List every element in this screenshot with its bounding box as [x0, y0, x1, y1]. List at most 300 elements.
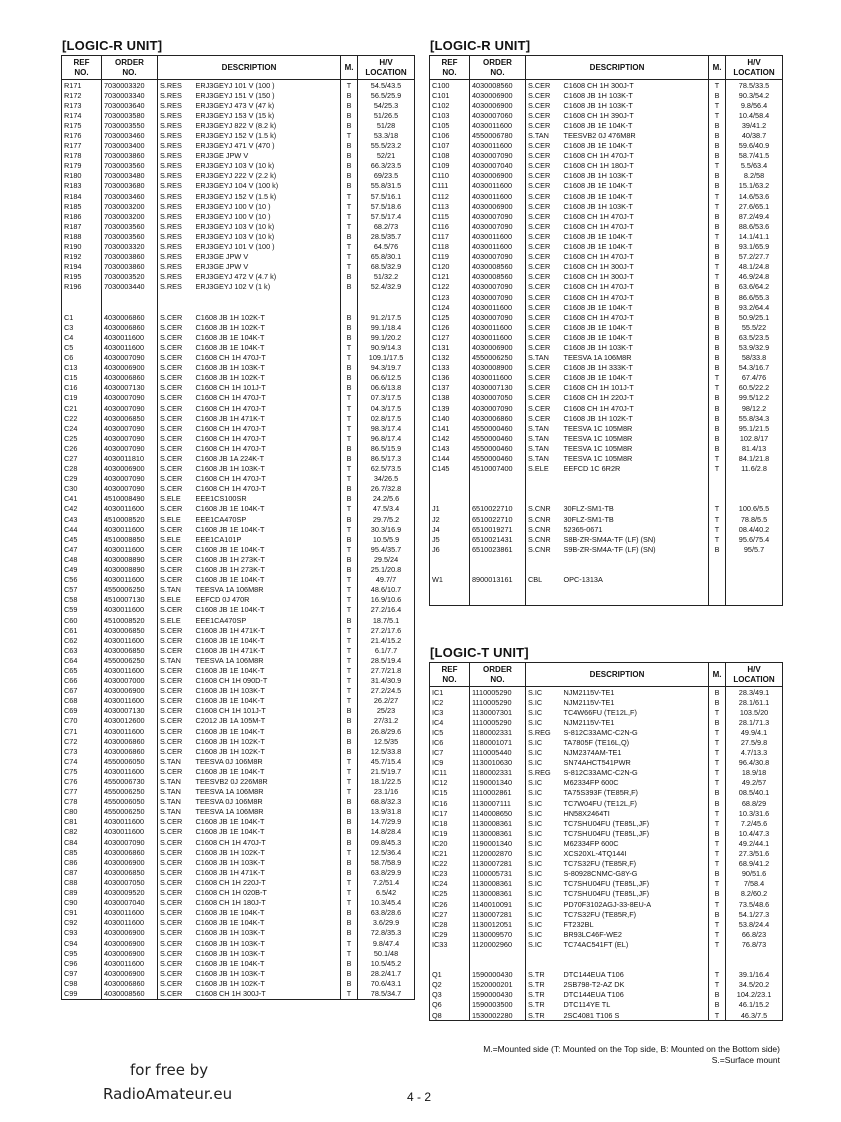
description-cell: C1608 JB 1H 103K-T: [194, 363, 341, 373]
location-cell: 64.5/76: [358, 242, 415, 252]
mounted-side-cell: B: [709, 889, 726, 899]
mounted-side-cell: B: [341, 554, 358, 564]
description-cell: FT232BL: [562, 919, 709, 929]
type-cell: S.ELE: [158, 514, 194, 524]
type-cell: S.CER: [158, 393, 194, 403]
right-top-parts-table: [429, 55, 783, 606]
type-cell: S.IC: [526, 748, 562, 758]
location-cell: 10.3/45.4: [358, 898, 415, 908]
order-cell: 4030007090: [470, 221, 526, 231]
description-cell: C1608 JB 1H 102K-T: [194, 736, 341, 746]
order-cell: 1120002870: [470, 849, 526, 859]
table-row: [430, 474, 783, 484]
order-cell: 1110005290: [470, 697, 526, 707]
left-section-title: [LOGIC-R UNIT]: [62, 38, 163, 53]
order-cell: 7030003550: [102, 120, 158, 130]
ref-cell: C123: [430, 292, 470, 302]
order-cell: 4030006850: [102, 625, 158, 635]
type-cell: S.CER: [158, 504, 194, 514]
mounted-side-cell: B: [709, 292, 726, 302]
ref-cell: R171: [62, 80, 102, 91]
table-row: [430, 262, 783, 272]
ref-cell: C119: [430, 252, 470, 262]
mounted-side-cell: T: [709, 737, 726, 747]
mounted-side-cell: B: [341, 615, 358, 625]
order-cell: 1110005290: [470, 717, 526, 727]
type-cell: S.RES: [158, 191, 194, 201]
type-cell: S.CER: [158, 635, 194, 645]
description-cell: C1608 JB 1H 102K-T: [194, 312, 341, 322]
description-cell: ERJ3GEYJ 153 V (15 k): [194, 110, 341, 120]
ref-cell: R174: [62, 110, 102, 120]
description-cell: OPC-1313A: [562, 575, 709, 585]
ref-cell: [430, 554, 470, 564]
location-cell: 96.4/30.8: [726, 758, 783, 768]
mounted-side-cell: B: [341, 272, 358, 282]
order-cell: 4550006250: [102, 655, 158, 665]
description-cell: ERJ3GEYJ 151 V (150 ): [194, 90, 341, 100]
ref-cell: C59: [62, 605, 102, 615]
description-cell: ERJ3GEYJ 100 V (10 ): [194, 201, 341, 211]
mounted-side-cell: T: [709, 818, 726, 828]
description-cell: EEFCD 1C 6R2R: [562, 464, 709, 474]
type-cell: S.RES: [158, 80, 194, 91]
order-cell: 6510019271: [470, 524, 526, 534]
location-cell: 84.1/21.8: [726, 453, 783, 463]
table-row: [62, 655, 415, 665]
ref-cell: R195: [62, 272, 102, 282]
table-row: [430, 393, 783, 403]
description-cell: TEESVA 1A 106M8R: [194, 655, 341, 665]
ref-cell: C73: [62, 746, 102, 756]
table-row: [430, 373, 783, 383]
order-cell: 7030003560: [102, 221, 158, 231]
ref-cell: IC29: [430, 929, 470, 939]
right-top-section-title: [LOGIC-R UNIT]: [430, 38, 531, 53]
description-cell: C1608 JB 1H 103K-T: [194, 928, 341, 938]
mounted-side-cell: [341, 292, 358, 302]
table-row: [430, 768, 783, 778]
ref-cell: R185: [62, 201, 102, 211]
description-cell: NJM2115V-TE1: [562, 687, 709, 698]
table-row: [62, 544, 415, 554]
ref-cell: C107: [430, 141, 470, 151]
order-cell: 1130008361: [470, 879, 526, 889]
order-cell: 4030006900: [102, 363, 158, 373]
location-cell: 95/5.7: [726, 544, 783, 554]
description-cell: C1608 JB 1E 104K-T: [194, 958, 341, 968]
type-cell: S.CER: [526, 383, 562, 393]
ref-cell: IC26: [430, 899, 470, 909]
mounted-side-cell: T: [341, 665, 358, 675]
mounted-side-cell: B: [709, 141, 726, 151]
description-cell: C1608 JB 1E 104K-T: [562, 302, 709, 312]
location-cell: 10.5/45.2: [358, 958, 415, 968]
description-cell: [562, 595, 709, 606]
ref-cell: J2: [430, 514, 470, 524]
table-row: [430, 970, 783, 980]
ref-cell: IC4: [430, 717, 470, 727]
header-order: ORDER NO.: [470, 663, 526, 687]
location-cell: 103.5/20: [726, 707, 783, 717]
description-cell: C1608 CH 1H 470J-T: [194, 403, 341, 413]
order-cell: 4030007090: [102, 403, 158, 413]
location-cell: 9.8/56.4: [726, 100, 783, 110]
order-cell: 4030006900: [470, 342, 526, 352]
table-row: [430, 818, 783, 828]
mounted-side-cell: B: [709, 242, 726, 252]
order-cell: 7030003460: [102, 130, 158, 140]
location-cell: 47.5/3.4: [358, 504, 415, 514]
ref-cell: W1: [430, 575, 470, 585]
table-row: [430, 1000, 783, 1010]
ref-cell: C89: [62, 888, 102, 898]
mounted-side-cell: T: [709, 748, 726, 758]
ref-cell: C117: [430, 231, 470, 241]
description-cell: C1608 JB 1H 102K-T: [194, 746, 341, 756]
location-cell: 26.2/27: [358, 696, 415, 706]
table-row: [430, 788, 783, 798]
order-cell: 4030011600: [470, 191, 526, 201]
type-cell: S.CER: [158, 817, 194, 827]
description-cell: C1608 JB 1E 104K-T: [562, 231, 709, 241]
location-cell: 6.1/7.7: [358, 645, 415, 655]
table-row: [62, 80, 415, 91]
mounted-side-cell: T: [341, 635, 358, 645]
description-cell: ERJ3GEYJ 822 V (8.2 k): [194, 120, 341, 130]
type-cell: S.CER: [158, 988, 194, 999]
ref-cell: C21: [62, 403, 102, 413]
description-cell: ERJ3GEYJ 103 V (10 k): [194, 231, 341, 241]
location-cell: 73.5/48.6: [726, 899, 783, 909]
location-cell: 18.7/5.1: [358, 615, 415, 625]
type-cell: S.CER: [158, 696, 194, 706]
type-cell: S.IC: [526, 899, 562, 909]
description-cell: TC7SHU04FU (TE85L,JF): [562, 818, 709, 828]
description-cell: EEE1CS100SR: [194, 494, 341, 504]
order-cell: 4030011600: [102, 635, 158, 645]
ref-cell: C48: [62, 554, 102, 564]
description-cell: TA7805F (TE16L,Q): [562, 737, 709, 747]
ref-cell: C91: [62, 908, 102, 918]
mounted-side-cell: T: [709, 453, 726, 463]
location-cell: 93.2/64.4: [726, 302, 783, 312]
description-cell: C1608 CH 1H 300J-T: [194, 988, 341, 999]
order-cell: 4030011600: [102, 696, 158, 706]
ref-cell: C80: [62, 807, 102, 817]
mounted-side-cell: [341, 302, 358, 312]
description-cell: S9B-ZR-SM4A-TF (LF) (SN): [562, 544, 709, 554]
table-row: [430, 565, 783, 575]
description-cell: C1608 CH 1H 300J-T: [562, 80, 709, 91]
table-row: [430, 363, 783, 373]
ref-cell: R179: [62, 161, 102, 171]
type-cell: S.CER: [526, 110, 562, 120]
mounted-side-cell: T: [341, 585, 358, 595]
table-row: [430, 575, 783, 585]
table-row: [62, 847, 415, 857]
location-cell: 95.6/75.4: [726, 534, 783, 544]
type-cell: S.RES: [158, 201, 194, 211]
type-cell: S.IC: [526, 869, 562, 879]
order-cell: [470, 565, 526, 575]
type-cell: S.CER: [158, 645, 194, 655]
type-cell: S.RES: [158, 181, 194, 191]
order-cell: 4030006850: [102, 867, 158, 877]
location-cell: 12.5/36.4: [358, 847, 415, 857]
table-row: [430, 828, 783, 838]
mounted-side-cell: B: [341, 161, 358, 171]
ref-cell: C100: [430, 80, 470, 91]
location-cell: 90.3/54.2: [726, 90, 783, 100]
order-cell: 4030007090: [470, 151, 526, 161]
table-row: [62, 988, 415, 999]
location-cell: 90/51.6: [726, 869, 783, 879]
location-cell: 06.6/12.5: [358, 373, 415, 383]
type-cell: S.RES: [158, 141, 194, 151]
type-cell: S.RES: [158, 262, 194, 272]
ref-cell: R192: [62, 252, 102, 262]
table-row: [430, 201, 783, 211]
type-cell: S.IC: [526, 889, 562, 899]
ref-cell: R172: [62, 90, 102, 100]
location-cell: 21.5/19.7: [358, 766, 415, 776]
mounted-side-cell: T: [341, 766, 358, 776]
ref-cell: C69: [62, 706, 102, 716]
description-cell: C1608 JB 1H 273K-T: [194, 554, 341, 564]
location-cell: [726, 949, 783, 959]
description-cell: C1608 CH 1H 470J-T: [562, 221, 709, 231]
table-row: [430, 464, 783, 474]
description-cell: C1608 JB 1H 471K-T: [194, 413, 341, 423]
description-cell: C1608 CH 1H 470J-T: [562, 151, 709, 161]
table-row: [62, 181, 415, 191]
location-cell: 57.5/17.4: [358, 211, 415, 221]
mounted-side-cell: B: [341, 958, 358, 968]
mounted-side-cell: T: [709, 514, 726, 524]
ref-cell: C41: [62, 494, 102, 504]
description-cell: C1608 JB 1H 103K-T: [194, 968, 341, 978]
location-cell: 6.5/42: [358, 888, 415, 898]
location-cell: 27.2/17.6: [358, 625, 415, 635]
table-row: [62, 968, 415, 978]
location-cell: 11.6/2.8: [726, 464, 783, 474]
description-cell: TEESVA 1C 105M8R: [562, 443, 709, 453]
type-cell: S.TAN: [158, 797, 194, 807]
table-row: [62, 726, 415, 736]
location-cell: 10.5/5.9: [358, 534, 415, 544]
ref-cell: C65: [62, 665, 102, 675]
mounted-side-cell: T: [341, 655, 358, 665]
type-cell: [526, 585, 562, 595]
mounted-side-cell: T: [709, 838, 726, 848]
mounted-side-cell: T: [341, 191, 358, 201]
mounted-side-cell: T: [709, 191, 726, 201]
description-cell: ERJ3GEYJ 100 V (10 ): [194, 211, 341, 221]
mounted-side-cell: T: [341, 988, 358, 999]
type-cell: [526, 960, 562, 970]
description-cell: TEESVB2 0J 476M8R: [562, 130, 709, 140]
table-row: [62, 776, 415, 786]
mounted-side-cell: T: [709, 1010, 726, 1021]
mounted-side-cell: B: [341, 110, 358, 120]
type-cell: S.CER: [158, 827, 194, 837]
description-cell: [562, 554, 709, 564]
type-cell: S.ELE: [526, 464, 562, 474]
ref-cell: C87: [62, 867, 102, 877]
table-row: [62, 363, 415, 373]
description-cell: C1608 JB 1H 103K-T: [194, 948, 341, 958]
table-row: [430, 100, 783, 110]
description-cell: S-80928CNMC-G8Y-G: [562, 869, 709, 879]
table-row: [62, 312, 415, 322]
ref-cell: C24: [62, 423, 102, 433]
description-cell: C1608 JB 1E 104K-T: [194, 635, 341, 645]
location-cell: 63.8/29.9: [358, 867, 415, 877]
mounted-side-note: M.=Mounted side (T: Mounted on the Top side, B: Mounted on the Bottom side): [483, 1044, 780, 1054]
location-cell: 91.2/17.5: [358, 312, 415, 322]
ref-cell: C75: [62, 766, 102, 776]
type-cell: S.RES: [158, 221, 194, 231]
order-cell: 4030007090: [102, 443, 158, 453]
ref-cell: IC7: [430, 748, 470, 758]
table-row: [62, 393, 415, 403]
type-cell: S.CER: [158, 867, 194, 877]
mounted-side-cell: T: [341, 676, 358, 686]
table-header: [62, 56, 415, 80]
location-cell: 13.9/31.8: [358, 807, 415, 817]
ref-cell: IC12: [430, 778, 470, 788]
ref-cell: C57: [62, 585, 102, 595]
mounted-side-cell: B: [709, 90, 726, 100]
table-row: [430, 514, 783, 524]
description-cell: C1608 CH 1H 101J-T: [562, 383, 709, 393]
type-cell: [158, 292, 194, 302]
mounted-side-cell: T: [709, 859, 726, 869]
type-cell: S.CER: [526, 90, 562, 100]
table-row: [430, 727, 783, 737]
table-row: [62, 625, 415, 635]
ref-cell: C99: [62, 988, 102, 999]
table-row: [430, 353, 783, 363]
ref-cell: C5: [62, 342, 102, 352]
table-row: [62, 130, 415, 140]
ref-cell: IC21: [430, 849, 470, 859]
location-cell: 66.3/23.5: [358, 161, 415, 171]
type-cell: S.CER: [526, 292, 562, 302]
ref-cell: R175: [62, 120, 102, 130]
ref-cell: IC6: [430, 737, 470, 747]
order-cell: 4550006250: [102, 807, 158, 817]
location-cell: 99.1/18.4: [358, 322, 415, 332]
description-cell: NJM2374AM-TE1: [562, 748, 709, 758]
table-header: [430, 663, 783, 687]
description-cell: PD70F3102AGJ-33-8EU-A: [562, 899, 709, 909]
ref-cell: C140: [430, 413, 470, 423]
type-cell: S.RES: [158, 161, 194, 171]
description-cell: C1608 JB 1E 104K-T: [562, 141, 709, 151]
ref-cell: C86: [62, 857, 102, 867]
location-cell: 26.7/32.8: [358, 484, 415, 494]
ref-cell: Q1: [430, 970, 470, 980]
description-cell: TEESVA 1A 106M8R: [562, 353, 709, 363]
table-row: [62, 948, 415, 958]
mounted-side-cell: B: [341, 867, 358, 877]
header-description: DESCRIPTION: [526, 663, 709, 687]
ref-cell: IC19: [430, 828, 470, 838]
description-cell: C1608 JB 1E 104K-T: [194, 575, 341, 585]
description-cell: C1608 JB 1H 103K-T: [194, 938, 341, 948]
table-row: [430, 413, 783, 423]
header-description: DESCRIPTION: [158, 56, 341, 80]
description-cell: C1608 CH 1H 390J-T: [562, 110, 709, 120]
table-row: [62, 151, 415, 161]
ref-cell: C116: [430, 221, 470, 231]
table-row: [62, 90, 415, 100]
ref-cell: R196: [62, 282, 102, 292]
mounted-side-cell: T: [341, 242, 358, 252]
table-row: [62, 110, 415, 120]
type-cell: S.CER: [526, 252, 562, 262]
location-cell: 98.3/17.4: [358, 423, 415, 433]
location-cell: 86.6/55.3: [726, 292, 783, 302]
ref-cell: C98: [62, 978, 102, 988]
ref-cell: [430, 595, 470, 606]
mounted-side-cell: B: [709, 130, 726, 140]
order-cell: 7030003480: [102, 171, 158, 181]
ref-cell: C139: [430, 403, 470, 413]
location-cell: 57.2/27.7: [726, 252, 783, 262]
mounted-side-cell: [709, 595, 726, 606]
type-cell: S.TR: [526, 990, 562, 1000]
order-cell: 7030003340: [102, 90, 158, 100]
type-cell: S.TAN: [526, 130, 562, 140]
description-cell: C1608 JB 1E 104K-T: [194, 342, 341, 352]
table-row: [62, 221, 415, 231]
mounted-side-cell: T: [709, 231, 726, 241]
header-order: ORDER NO.: [470, 56, 526, 80]
ref-cell: C84: [62, 837, 102, 847]
description-cell: EEE1CA470SP: [194, 514, 341, 524]
mounted-side-cell: T: [341, 696, 358, 706]
description-cell: C1608 CH 1H 470J-T: [194, 353, 341, 363]
table-row: [62, 686, 415, 696]
type-cell: S.CER: [526, 181, 562, 191]
table-row: [62, 736, 415, 746]
order-cell: 7030003320: [102, 242, 158, 252]
description-cell: C1608 JB 1E 104K-T: [194, 817, 341, 827]
type-cell: S.CER: [158, 948, 194, 958]
description-cell: [562, 949, 709, 959]
type-cell: [526, 565, 562, 575]
type-cell: S.TAN: [158, 776, 194, 786]
type-cell: S.CER: [526, 302, 562, 312]
order-cell: 7030003680: [102, 181, 158, 191]
order-cell: 4030011600: [102, 817, 158, 827]
ref-cell: C144: [430, 453, 470, 463]
location-cell: 54.1/27.3: [726, 909, 783, 919]
mounted-side-cell: T: [341, 342, 358, 352]
order-cell: 1530002280: [470, 1010, 526, 1021]
mounted-side-cell: B: [341, 716, 358, 726]
order-cell: 7030003580: [102, 110, 158, 120]
order-cell: 4030006900: [470, 171, 526, 181]
description-cell: TC7SHU04FU (TE85L,JF): [562, 879, 709, 889]
description-cell: [194, 302, 341, 312]
mounted-side-cell: B: [709, 252, 726, 262]
order-cell: 4030011600: [470, 141, 526, 151]
type-cell: S.RES: [158, 282, 194, 292]
